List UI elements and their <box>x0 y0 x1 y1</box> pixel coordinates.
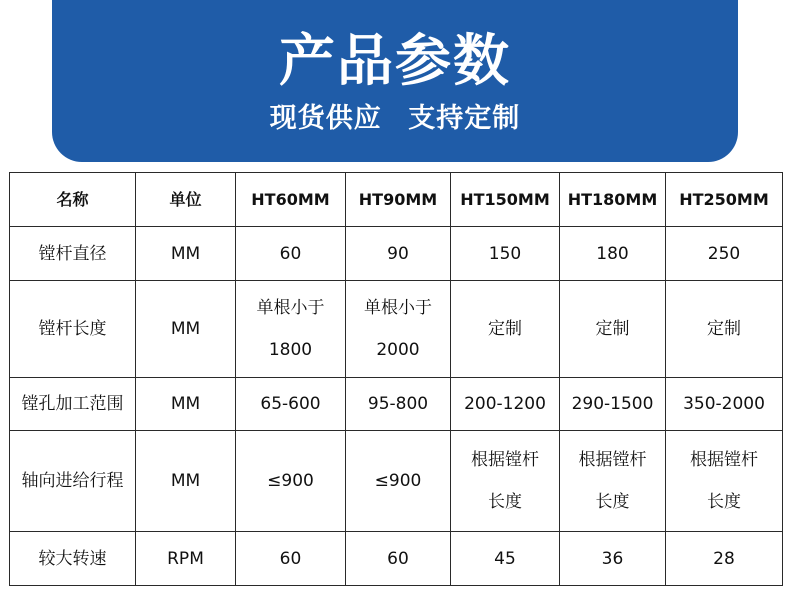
row-unit: RPM <box>136 532 236 586</box>
table-cell: 45 <box>451 532 560 586</box>
table-cell: 定制 <box>451 281 560 378</box>
row-unit: MM <box>136 281 236 378</box>
table-cell: 90 <box>346 227 451 281</box>
row-label: 轴向进给行程 <box>10 431 136 532</box>
table-cell: 定制 <box>666 281 783 378</box>
cell-line: 长度 <box>707 492 741 512</box>
row-unit: MM <box>136 378 236 431</box>
table-cell: 36 <box>560 532 666 586</box>
row-label: 镗杆长度 <box>10 281 136 378</box>
table-row <box>10 431 783 532</box>
table-row <box>10 281 783 378</box>
header-model: HT180MM <box>560 173 666 227</box>
header-name: 名称 <box>10 173 136 227</box>
table-header-row <box>10 173 783 227</box>
table-row <box>10 378 783 431</box>
cell-line: 2000 <box>376 340 420 360</box>
table-cell <box>346 281 451 378</box>
table-cell: 28 <box>666 532 783 586</box>
row-unit: MM <box>136 227 236 281</box>
banner-title: 产品参数 <box>279 29 511 94</box>
row-label: 镗杆直径 <box>10 227 136 281</box>
banner-subtitle <box>52 102 738 136</box>
table-row <box>10 532 783 586</box>
table-cell <box>451 431 560 532</box>
table-cell: 290-1500 <box>560 378 666 431</box>
cell-line: 根据镗杆 <box>578 450 647 470</box>
cell-line: 根据镗杆 <box>471 450 539 470</box>
cell-line: 根据镗杆 <box>690 450 758 470</box>
table-cell: 60 <box>346 532 451 586</box>
cell-line: 长度 <box>595 492 630 512</box>
header-unit: 单位 <box>136 173 236 227</box>
row-label: 较大转速 <box>10 532 136 586</box>
spec-table <box>9 172 783 586</box>
header-banner <box>52 0 738 162</box>
table-cell: 65-600 <box>236 378 346 431</box>
table-cell <box>560 431 666 532</box>
cell-line: 1800 <box>268 340 313 360</box>
row-label: 镗孔加工范围 <box>10 378 136 431</box>
table-cell: 定制 <box>560 281 666 378</box>
table-cell: 95-800 <box>346 378 451 431</box>
table-cell: 350-2000 <box>666 378 783 431</box>
header-model: HT90MM <box>346 173 451 227</box>
header-model: HT250MM <box>666 173 783 227</box>
table-cell: 60 <box>236 227 346 281</box>
table-cell: 180 <box>560 227 666 281</box>
cell-line: 单根小于 <box>364 298 432 318</box>
banner-subtitle-custom: 支持定制 <box>408 103 521 134</box>
table-cell: 60 <box>236 532 346 586</box>
table-cell <box>666 431 783 532</box>
header-model: HT60MM <box>236 173 346 227</box>
header-model: HT150MM <box>451 173 560 227</box>
cell-line: 长度 <box>488 492 522 512</box>
table-cell: 150 <box>451 227 560 281</box>
cell-line: 单根小于 <box>256 298 325 318</box>
table-cell: 250 <box>666 227 783 281</box>
table-cell: ≤900 <box>346 431 451 532</box>
banner-subtitle-stock: 现货供应 <box>269 103 382 134</box>
table-cell <box>236 281 346 378</box>
row-unit: MM <box>136 431 236 532</box>
table-cell: 200-1200 <box>451 378 560 431</box>
table-row <box>10 227 783 281</box>
table-cell: ≤900 <box>236 431 346 532</box>
